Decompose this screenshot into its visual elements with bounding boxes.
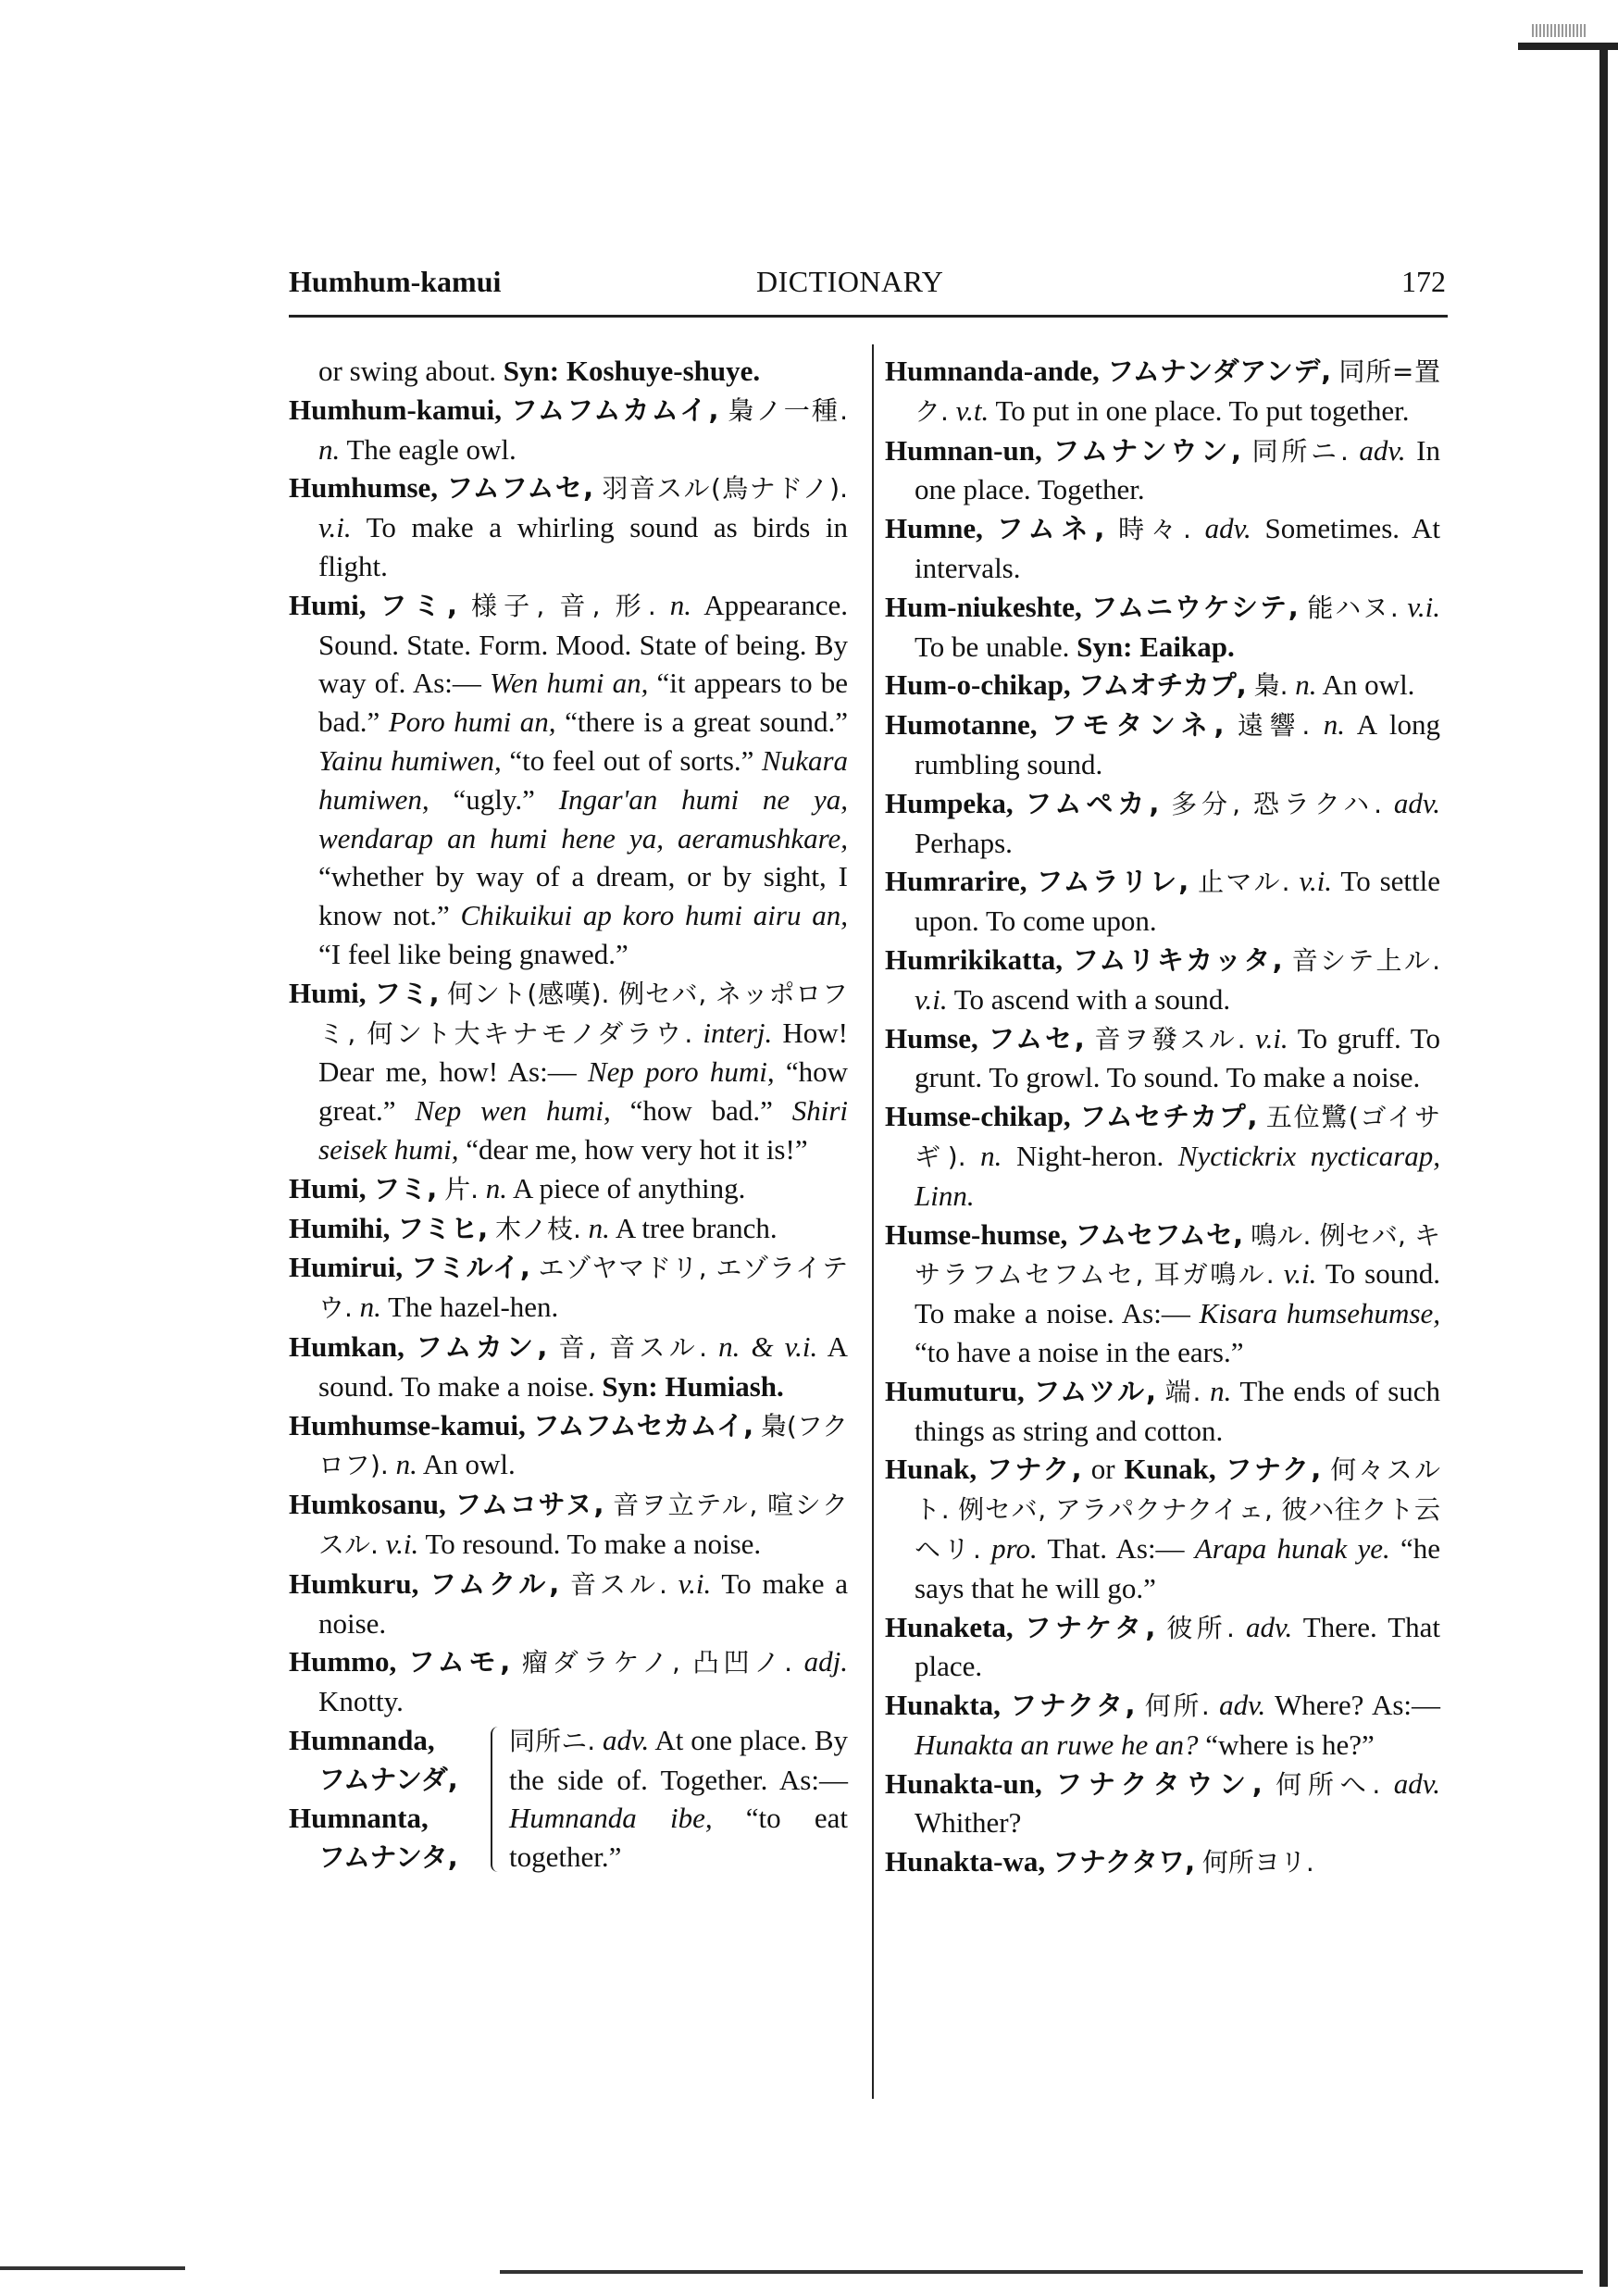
entry-text-r7-hw: Humpeka, (885, 786, 1014, 819)
entry-text-e2-kana: フムフムカムイ, (510, 393, 719, 426)
entry-text-e13-kanji: 瘤ダラケノ, 凸凹ノ. (521, 1647, 793, 1678)
entry-text-r9-pos: v.i. (915, 982, 948, 1016)
entry-text-e12-pos: v.i. (678, 1566, 712, 1600)
entry-text-e14-kana2: フムナンタ, (318, 1841, 458, 1874)
entry-text-r2-pos: adv. (1359, 433, 1406, 467)
entry-text-r2-kana: フムナンウン, (1052, 434, 1242, 467)
header-rule (289, 315, 1448, 318)
entry-text-r2-hw: Humnan-un, (885, 433, 1042, 467)
entry-text-r8-kana: フムラリレ, (1036, 866, 1189, 898)
entry-text-r12-ex1: Kisara humsehumse, (1199, 1297, 1441, 1330)
entry-text-r5-pos: n. (1295, 668, 1317, 702)
entry-text-r7-pos: adv. (1393, 786, 1441, 819)
entry-text-r7-kanji: 多分, 恐ラクハ. (1171, 788, 1383, 819)
entry-text-e5-kanji: 何ント(感嘆). 例セバ, ネッポロフミ, 何ント大キナモノダラウ. (318, 978, 848, 1049)
right-column (885, 352, 1440, 1882)
entry-text-r6-def: A long rumbling sound. (915, 708, 1441, 780)
entry-text-r6-kanji: 遠響. (1237, 710, 1311, 742)
entry-text-e5-tr1: “how great.” (318, 1055, 849, 1128)
entry-text-r8-pos: v.i. (1299, 865, 1333, 898)
running-head (289, 265, 1446, 302)
entry-hunakta (885, 1686, 1440, 1765)
entry-text-e14-kanji: 同所ニ. (509, 1725, 596, 1756)
scan-edge-bottom-left (0, 2266, 185, 2270)
entry-text-r16-def: Where? As:— (1275, 1689, 1441, 1722)
scan-edge-bottom (500, 2270, 1583, 2274)
entry-humrikikatta (885, 941, 1440, 1019)
entry-text-e7-pos: n. (588, 1211, 610, 1244)
entry-text-r14-kana: フナク, (986, 1454, 1082, 1486)
entry-humihi (289, 1209, 848, 1249)
entry-humi-appearance (289, 586, 848, 974)
entry-text-e5-kana: フミ, (374, 977, 440, 1009)
entry-text-e4-pos: n. (669, 588, 691, 621)
entry-text-r4-def: To be unable. (915, 630, 1070, 663)
entry-text-e1-cont: or swing about. (318, 355, 497, 387)
entry-text-e9-kanji: 音, 音スル. (558, 1331, 707, 1363)
entry-text-e8-def: The hazel-hen. (388, 1291, 559, 1324)
entry-text-e1-syn: Koshuye-shuye. (566, 355, 761, 387)
entry-text-r18-kana: フナクタワ, (1052, 1846, 1196, 1878)
entry-text-e13-kana: フムモ, (407, 1646, 511, 1678)
entry-text-r17-pos: adv. (1393, 1766, 1440, 1800)
entry-text-e7-hw: Humihi, (289, 1211, 391, 1244)
entry-hunakta-wa (885, 1842, 1440, 1882)
entry-hum-o-chikap (885, 666, 1440, 705)
entry-text-r9-hw: Humrikikatta, (885, 942, 1064, 976)
entry-text-r4-hw: Hum-niukeshte, (885, 590, 1082, 623)
entry-text-r8-def: To settle upon. To come upon. (915, 865, 1441, 938)
entry-humkosanu (289, 1485, 848, 1565)
entry-text-e14-def: At one place. By the side of. Together. As:— (509, 1723, 848, 1796)
entry-humse-humse (885, 1216, 1440, 1372)
entry-text-r9-kana: フムリキカッタ, (1072, 943, 1283, 976)
entry-text-r6-pos: n. (1323, 708, 1346, 742)
entry-text-e7-kana: フミヒ, (397, 1212, 489, 1244)
scan-edge-right (1599, 46, 1608, 2287)
entry-text-r13-def: The ends of such things as string and cotton. (915, 1374, 1441, 1447)
entry-text-r6-kana: フモタンネ, (1050, 709, 1225, 742)
entry-text-e3-hw: Humhumse, (289, 471, 439, 505)
entry-text-r3-pos: adv. (1204, 512, 1251, 545)
entry-humhumse (289, 468, 848, 585)
entry-text-e11-hw: Humkosanu, (289, 1488, 446, 1521)
entry-text-r5-hw: Hum-o-chikap, (885, 668, 1071, 702)
entry-text-e8-kanji: エゾヤマドリ, エゾライテウ. (318, 1253, 849, 1324)
entry-text-r13-hw: Humuturu, (885, 1374, 1025, 1407)
entry-text-r1-pos: v.t. (955, 393, 989, 427)
entry-text-r16-kanji: 何所. (1144, 1691, 1210, 1722)
entry-text-r1-def: To put in one place. To put together. (995, 393, 1410, 427)
entry-text-r8-kanji: 止マル. (1198, 867, 1290, 898)
entry-text-e4-hw: Humi, (289, 588, 367, 621)
entry-text-r15-hw: Hunaketa, (885, 1610, 1014, 1643)
entry-text-r17-kana: フナクタウン, (1055, 1767, 1263, 1800)
column-divider (872, 344, 874, 2099)
entry-text-e6-pos: n. (485, 1171, 507, 1204)
entry-text-e5-ex1: Nep poro humi, (587, 1055, 775, 1089)
entry-humse-chikap (885, 1097, 1440, 1215)
entry-text-r13-kanji: 端. (1164, 1376, 1201, 1407)
entry-humkan (289, 1328, 848, 1406)
entry-text-r2-kanji: 同所ニ. (1251, 435, 1349, 467)
entry-hunak (885, 1450, 1440, 1607)
entry-text-r11-kana: フムセチカプ, (1079, 1101, 1258, 1133)
entry-humi-piece (289, 1169, 848, 1209)
entry-hunaketa (885, 1608, 1440, 1687)
entry-text-e14-pos: adv. (603, 1723, 650, 1756)
entry-text-r14-hw: Hunak, (885, 1453, 977, 1486)
entry-humnan-un (885, 431, 1440, 510)
entry-text-r17-def: Whither? (915, 1806, 1022, 1840)
entry-text-e3-kanji: 羽音スル(鳥ナドノ). (602, 473, 849, 505)
entry-continuation (289, 352, 848, 391)
entry-humpeka (885, 784, 1440, 863)
entry-text-e6-kana: フミ, (373, 1172, 438, 1204)
entry-text-r4-pos: v.i. (1407, 590, 1440, 623)
entry-humuturu (885, 1372, 1440, 1451)
entry-text-e12-hw: Humkuru, (289, 1566, 419, 1600)
entry-text-r10-kanji: 音ヲ發スル. (1094, 1023, 1246, 1054)
entry-text-r14-kana2: フナク, (1225, 1454, 1322, 1486)
entry-text-r16-tr1: “where is he?” (1205, 1728, 1375, 1761)
brace-headwords (289, 1721, 491, 1878)
entry-text-r10-pos: v.i. (1255, 1021, 1288, 1054)
entry-text-e7-def: A tree branch. (615, 1211, 778, 1244)
entry-text-r17-kanji: 何所へ. (1276, 1768, 1381, 1800)
entry-text-r1-hw: Humnanda-ande, (885, 355, 1100, 387)
entry-text-r3-kanji: 時々. (1118, 514, 1191, 545)
entry-humne (885, 509, 1440, 588)
entry-text-r12-def: To sound. To make a noise. As:— (915, 1257, 1440, 1330)
entry-text-e4-kana: フミ, (380, 589, 457, 621)
entry-text-e6-hw: Humi, (289, 1171, 367, 1204)
entry-text-e4-ex5: Ingar'an humi ne ya, wendarap an humi hene ya, aeramushkare, (318, 782, 848, 855)
entry-text-r14-kanji: 何々スルト. 例セバ, アラパクナクイェ, 彼ハ往クト云ヘリ. (915, 1454, 1440, 1565)
entry-text-r5-kana: フムオチカプ, (1077, 669, 1247, 702)
entry-text-r8-hw: Humrarire, (885, 865, 1027, 898)
entry-text-e12-kanji: 音スル. (570, 1568, 667, 1600)
entry-text-r3-def: Sometimes. At intervals. (915, 512, 1440, 584)
entry-text-e9-hw: Humkan, (289, 1329, 404, 1363)
entry-text-e4-tr6: “I feel like being gnawed.” (318, 937, 629, 970)
entry-text-e12-kana: フムクル, (429, 1567, 560, 1600)
entry-text-e9-pos: n. & v.i. (718, 1329, 818, 1363)
entry-text-r11-def: Night-heron. (1015, 1139, 1164, 1172)
entry-humnanda-ande (885, 352, 1440, 431)
entry-text-e14-hw2: Humnanta, (289, 1802, 429, 1835)
scan-speck (1532, 24, 1587, 37)
entry-text-r11-sci: Nyctickrix nycticarap, Linn. (915, 1139, 1441, 1212)
entry-text-r11-hw: Humse-chikap, (885, 1100, 1071, 1133)
entry-text-e5-tr2: “how bad.” (629, 1094, 773, 1128)
entry-text-r1-kana: フムナンダアンデ, (1107, 356, 1332, 387)
entry-text-e2-def: The eagle owl. (346, 432, 517, 466)
entry-text-e8-pos: n. (359, 1291, 381, 1324)
entry-text-r18-hw: Hunakta-wa, (885, 1845, 1046, 1878)
entry-text-r12-hw: Humse-humse, (885, 1217, 1068, 1251)
entry-text-e12-def: To make a noise. (318, 1566, 849, 1640)
entry-text-e2-kanji: 梟ノ一種. (728, 394, 848, 426)
entry-text-r10-def: To gruff. To grunt. To growl. To sound. To make a noise. (915, 1021, 1441, 1094)
entry-text-r18-kanji: 何所ヨリ. (1201, 1847, 1314, 1878)
entry-text-r15-def: There. That place. (915, 1610, 1441, 1683)
entry-text-e9-def: A sound. To make a noise. (318, 1329, 849, 1403)
entry-text-e5-tr3: “dear me, how very hot it is!” (466, 1132, 808, 1166)
entry-text-r7-def: Perhaps. (915, 826, 1013, 859)
entry-text-e6-kanji: 片. (444, 1173, 479, 1204)
entry-humhum-kamui (289, 391, 848, 469)
entry-text-r3-kana: フムネ, (996, 513, 1105, 545)
entry-text-r14-ex1: Arapa hunak ye. (1194, 1531, 1390, 1565)
entry-text-r16-pos: adv. (1219, 1689, 1266, 1722)
entry-humotanne (885, 705, 1440, 784)
entry-text-e5-ex2: Nep wen humi, (415, 1094, 611, 1128)
entry-text-e4-tr1: “it appears to be bad.” (318, 667, 848, 739)
entry-text-e14-tr1: “to eat together.” (509, 1802, 848, 1874)
entry-text-e8-hw: Humirui, (289, 1251, 404, 1284)
entry-humnanda (289, 1721, 848, 1878)
entry-text-r12-tr1: “to have a noise in the ears.” (915, 1335, 1244, 1368)
entry-text-e6-def: A piece of anything. (513, 1171, 746, 1204)
entry-text-e4-ex6: Chikuikui ap koro humi airu an, (460, 899, 848, 932)
entry-text-r4-kanji: 能ハヌ. (1307, 592, 1399, 623)
entry-text-r9-def: To ascend with a sound. (953, 982, 1231, 1016)
entry-text-e11-kanji: 音ヲ立テル, 喧シクスル. (318, 1490, 849, 1560)
entry-text-r14-pos: pro. (991, 1531, 1038, 1565)
entry-text-e4-ex4: Nukara humiwen, (318, 743, 849, 816)
entry-text-e4-ex3: Yainu humiwen, (318, 743, 502, 777)
entry-text-e3-def: To make a whirling sound as birds in flight. (318, 511, 848, 582)
entry-humse (885, 1019, 1440, 1098)
entry-text-r5-def: An owl. (1322, 668, 1415, 702)
entry-text-r16-kana: フナクタ, (1010, 1690, 1136, 1722)
entry-hunakta-un (885, 1765, 1440, 1843)
entry-text-e4-def: Appearance. Sound. State. Form. Mood. State of being. By way of. As:— (318, 588, 848, 700)
entry-text-r12-kana: フムセフムセ, (1075, 1218, 1244, 1251)
entry-text-e11-kana: フムコサヌ, (454, 1489, 604, 1521)
entry-text-e1-syn-label: Syn: (503, 355, 560, 387)
entry-text-r17-hw: Hunakta-un, (885, 1766, 1042, 1800)
entry-text-e13-hw: Hummo, (289, 1645, 397, 1678)
entry-text-r13-kana: フムツル, (1033, 1375, 1156, 1407)
entry-text-e4-kanji: 様子, 音, 形. (470, 590, 656, 621)
entry-text-r16-ex1: Hunakta an ruwe he an? (915, 1728, 1199, 1761)
page-number: 172 (1401, 265, 1446, 298)
entry-text-e4-tr2: “there is a great sound.” (565, 705, 849, 739)
brace-definition (509, 1721, 848, 1878)
entry-text-e13-def: Knotty. (318, 1685, 404, 1718)
entry-text-e4-ex2: Poro humi an, (388, 705, 556, 739)
entry-humrarire (885, 862, 1440, 941)
running-head-left: Humhum-kamui (289, 265, 502, 298)
entry-text-r15-kana: フナケタ, (1024, 1611, 1156, 1643)
entry-text-e2-hw: Humhum-kamui, (289, 393, 502, 426)
entry-text-r5-kanji: 梟. (1253, 670, 1288, 702)
entry-text-r4-kana: フムニウケシテ, (1090, 591, 1299, 623)
entry-text-r12-pos: v.i. (1283, 1257, 1317, 1291)
entry-text-e4-tr4: “ugly.” (453, 782, 535, 816)
entry-text-r10-kana: フムセ, (988, 1022, 1085, 1054)
entry-text-e4-tr5: “whether by way of a dream, or by sight, I know not.” (318, 860, 848, 932)
entry-text-e13-pos: adj. (803, 1645, 848, 1678)
entry-text-r6-hw: Humotanne, (885, 708, 1038, 742)
entry-text-e5-pos: interj. (703, 1016, 773, 1049)
entry-text-e7-kanji: 木ノ枝. (494, 1213, 581, 1244)
entry-humirui (289, 1248, 848, 1328)
entry-text-e14-kana1: フムナンダ, (318, 1763, 458, 1795)
entry-text-r9-kanji: 音シテ上ル. (1291, 944, 1441, 976)
entry-text-e14-hw1: Humnanda, (289, 1723, 435, 1756)
entry-text-r3-hw: Humne, (885, 512, 983, 545)
entry-text-e3-kana: フムフムセ, (446, 472, 594, 505)
entry-humkuru (289, 1565, 848, 1643)
entry-text-e4-ex1: Wen humi an, (490, 667, 649, 700)
entry-text-e9-syn-label: Syn: (602, 1369, 658, 1403)
entry-text-e9-syn: Humiash. (665, 1369, 784, 1403)
left-column (289, 352, 848, 1878)
entry-hummo (289, 1642, 848, 1721)
entry-text-r11-pos: n. (980, 1139, 1002, 1172)
entry-text-r13-pos: n. (1210, 1374, 1232, 1407)
entry-text-e10-pos: n. (395, 1448, 417, 1481)
entry-text-e14-ex1: Humnanda ibe, (509, 1802, 713, 1835)
entry-text-r14-def: That. As:— (1047, 1531, 1185, 1565)
entry-text-e5-ex3: Shiri seisek humi, (318, 1094, 849, 1166)
entry-text-e3-pos: v.i. (318, 511, 352, 544)
entry-text-r2-def: In one place. Together. (915, 433, 1440, 506)
entry-text-r15-kanji: 彼所. (1166, 1612, 1235, 1643)
brace-icon (491, 1727, 505, 1872)
entry-text-e10-def: An owl. (422, 1448, 516, 1481)
running-head-title: DICTIONARY (756, 265, 944, 298)
entry-text-r15-pos: adv. (1245, 1610, 1293, 1643)
entry-text-e5-hw: Humi, (289, 976, 367, 1009)
entry-text-e10-hw: Humhumse-kamui, (289, 1408, 526, 1441)
entry-text-e8-kana: フミルイ, (410, 1252, 530, 1284)
entry-text-e11-def: To resound. To make a noise. (425, 1527, 762, 1560)
entry-text-r10-hw: Humse, (885, 1021, 978, 1054)
entry-text-e5-def: How! Dear me, how! As:— (318, 1016, 849, 1089)
entry-humhumse-kamui (289, 1406, 848, 1486)
entry-text-r12-kanji: 鳴ル. 例セバ, キサラフムセフムセ, 耳ガ鳴ル. (915, 1219, 1440, 1291)
entry-text-e4-tr3: “to feel out of sorts.” (509, 743, 754, 777)
entry-text-e9-kana: フムカン, (416, 1330, 548, 1363)
entry-text-r14-hw2: Kunak, (1124, 1453, 1216, 1486)
entry-text-r11-kanji: 五位鷺(ゴイサギ). (915, 1102, 1440, 1172)
entry-hum-niukeshte (885, 588, 1440, 667)
entry-text-r14-tr1: “he says that he will go.” (915, 1531, 1441, 1604)
entry-text-r16-hw: Hunakta, (885, 1689, 1001, 1722)
entry-humi-interj (289, 974, 848, 1169)
entry-text-r4-syn: Eaikap. (1139, 630, 1235, 663)
entry-text-e10-kanji: 梟(フクロフ). (318, 1410, 849, 1481)
entry-text-e10-kana: フムフムセカムイ, (532, 1409, 754, 1441)
entry-text-r7-kana: フムペカ, (1025, 787, 1160, 819)
entry-text-e11-pos: v.i. (385, 1527, 419, 1560)
entry-text-r1-kanji: 同所=置ク. (915, 356, 1441, 427)
entry-text-r14-or: or (1090, 1453, 1115, 1486)
entry-text-e2-pos: n. (318, 432, 341, 466)
entry-text-r4-syn-label: Syn: (1077, 630, 1133, 663)
